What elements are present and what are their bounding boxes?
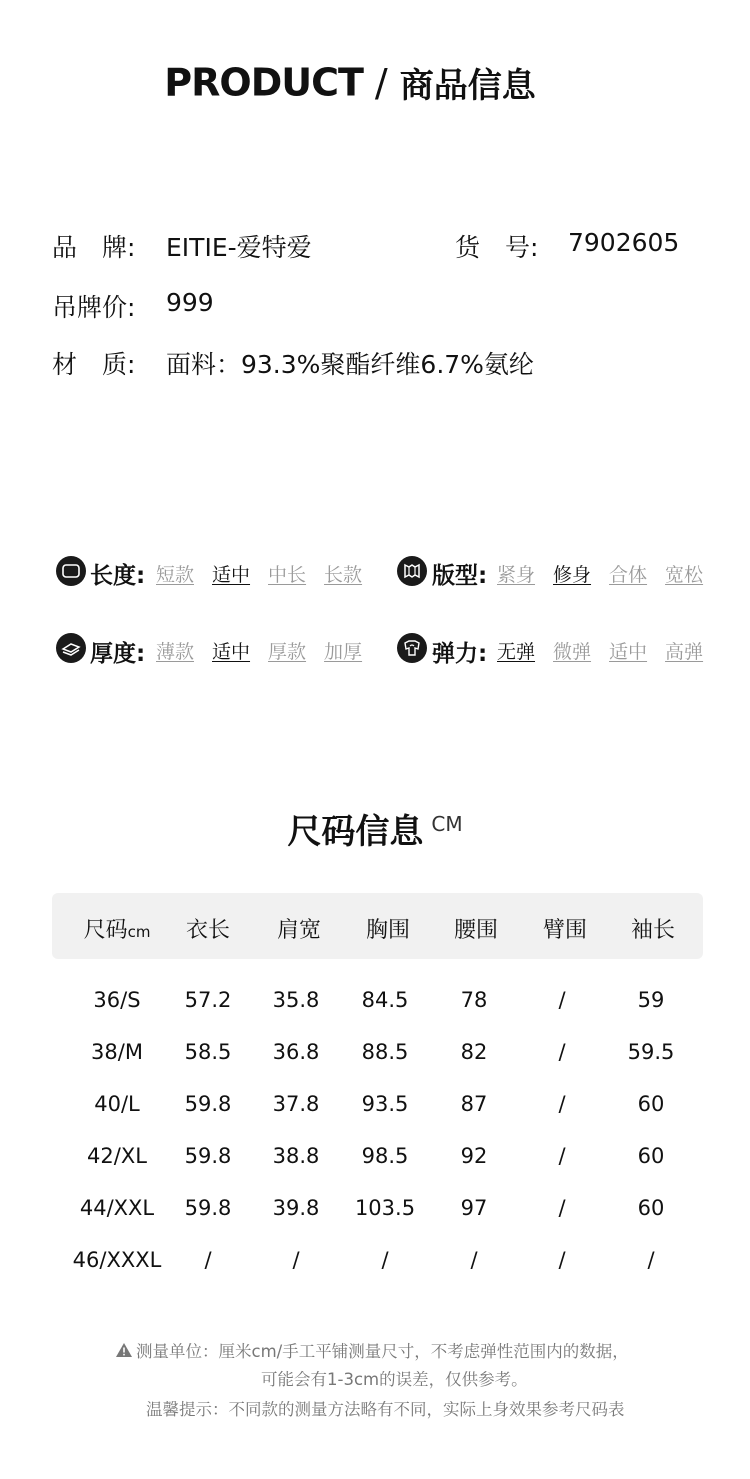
size-cell: 88.5: [361, 1040, 409, 1064]
size-cell: 59.5: [627, 1040, 675, 1064]
price-value: 999: [166, 288, 214, 317]
column-header-length: 衣长: [185, 918, 231, 943]
size-cell: 59: [637, 988, 665, 1012]
note-line-1: [115, 1338, 629, 1362]
brand-label: 品 牌:: [52, 233, 136, 262]
size-cell: 103.5: [354, 1196, 416, 1220]
column-header-size-unit: cm: [127, 923, 151, 941]
size-title-text: 尺码信息: [287, 812, 424, 852]
title-slash: /: [374, 60, 388, 105]
size-cell: /: [204, 1248, 212, 1272]
size-row-label: 44/XXL: [79, 1196, 155, 1220]
title-english: PRODUCT: [164, 60, 363, 105]
thickness-option-extra-thick: 加厚: [324, 641, 363, 663]
fit-options: [497, 560, 703, 587]
elasticity-icon: [397, 633, 427, 663]
size-cell: 37.8: [272, 1092, 320, 1116]
size-cell: 60: [637, 1144, 665, 1168]
size-cell: 59.8: [184, 1196, 232, 1220]
size-row-label: 40/L: [94, 1092, 140, 1116]
size-cell: 57.2: [184, 988, 232, 1012]
size-cell: 87: [460, 1092, 488, 1116]
size-table-header: [52, 893, 703, 959]
size-cell: 78: [460, 988, 488, 1012]
thickness-option-medium: 适中: [212, 641, 251, 663]
brand-value: EITIE-爱特爱: [166, 233, 312, 262]
size-cell: 38.8: [272, 1144, 320, 1168]
size-cell: /: [558, 1092, 566, 1116]
size-row-label: 38/M: [91, 1040, 143, 1064]
size-cell: /: [558, 1196, 566, 1220]
size-cell: /: [558, 1144, 566, 1168]
column-header-waist: 腰围: [453, 918, 499, 943]
size-cell: 60: [637, 1196, 665, 1220]
title-chinese: 商品信息: [399, 66, 536, 106]
elasticity-option-slight: 微弹: [553, 641, 592, 663]
elasticity-label: 弹力:: [432, 641, 488, 667]
length-option-medium: 适中: [212, 564, 251, 586]
elasticity-option-high: 高弹: [665, 641, 704, 663]
length-option-long: 长款: [324, 564, 363, 586]
note-line-3: 温馨提示：不同款的测量方法略有不同，实际上身效果参考尺码表: [146, 1400, 625, 1419]
size-cell: /: [558, 988, 566, 1012]
size-cell: 98.5: [361, 1144, 409, 1168]
size-cell: 59.8: [184, 1144, 232, 1168]
thickness-option-thick: 厚款: [268, 641, 307, 663]
size-cell: 93.5: [361, 1092, 409, 1116]
length-label: 长度:: [90, 563, 146, 589]
price-label: 吊牌价:: [52, 293, 136, 322]
column-header-size-main: 尺码: [83, 918, 128, 943]
fit-option-loose: 宽松: [665, 564, 704, 586]
size-section-title: [0, 804, 750, 853]
column-header-shoulder: 肩宽: [276, 918, 322, 943]
size-cell: 92: [460, 1144, 488, 1168]
note-line-1-text: 测量单位：厘米cm/手工平铺测量尺寸，不考虑弹性范围内的数据，: [136, 1342, 629, 1361]
size-cell: /: [292, 1248, 300, 1272]
size-cell: 58.5: [184, 1040, 232, 1064]
column-header-bust: 胸围: [365, 918, 411, 943]
thickness-icon: [56, 633, 86, 663]
fit-label: 版型:: [432, 563, 488, 589]
size-cell: /: [381, 1248, 389, 1272]
code-value: 7902605: [568, 228, 680, 257]
fit-option-slim: 修身: [553, 564, 592, 586]
thickness-options: [156, 637, 362, 664]
column-header-sleeve: 袖长: [630, 918, 676, 943]
length-icon: [56, 556, 86, 586]
size-cell: 97: [460, 1196, 488, 1220]
note-line-2: 可能会有1-3cm的误差，仅供参考。: [261, 1370, 528, 1389]
size-cell: 39.8: [272, 1196, 320, 1220]
size-cell: 60: [637, 1092, 665, 1116]
code-label: 货 号:: [455, 233, 539, 262]
fit-icon: [397, 556, 427, 586]
elasticity-options: [497, 637, 703, 664]
size-cell: /: [647, 1248, 655, 1272]
size-row-label: 42/XL: [87, 1144, 147, 1168]
size-row-label: 36/S: [93, 988, 141, 1012]
size-cell: 35.8: [272, 988, 320, 1012]
column-header-arm: 臂围: [542, 918, 588, 943]
size-cell: 36.8: [272, 1040, 320, 1064]
size-title-unit: CM: [431, 812, 463, 836]
thickness-option-thin: 薄款: [156, 641, 195, 663]
material-value: 面料：93.3%聚酯纤维6.7%氨纶: [166, 350, 534, 379]
material-label: 材 质:: [52, 350, 136, 379]
size-row-label: 46/XXXL: [72, 1248, 162, 1272]
elasticity-option-none: 无弹: [497, 641, 536, 663]
fit-option-tight: 紧身: [497, 564, 536, 586]
length-option-short: 短款: [156, 564, 195, 586]
warning-icon: [115, 1342, 133, 1358]
thickness-label: 厚度:: [90, 641, 146, 667]
size-cell: 84.5: [361, 988, 409, 1012]
size-cell: /: [558, 1248, 566, 1272]
size-cell: /: [470, 1248, 478, 1272]
length-options: [156, 560, 362, 587]
length-option-mid-long: 中长: [268, 564, 307, 586]
size-cell: 59.8: [184, 1092, 232, 1116]
fit-option-regular: 合体: [609, 564, 648, 586]
page-title: [0, 58, 700, 107]
size-cell: /: [558, 1040, 566, 1064]
elasticity-option-medium: 适中: [609, 641, 648, 663]
size-cell: 82: [460, 1040, 488, 1064]
column-header-size: [84, 913, 151, 944]
